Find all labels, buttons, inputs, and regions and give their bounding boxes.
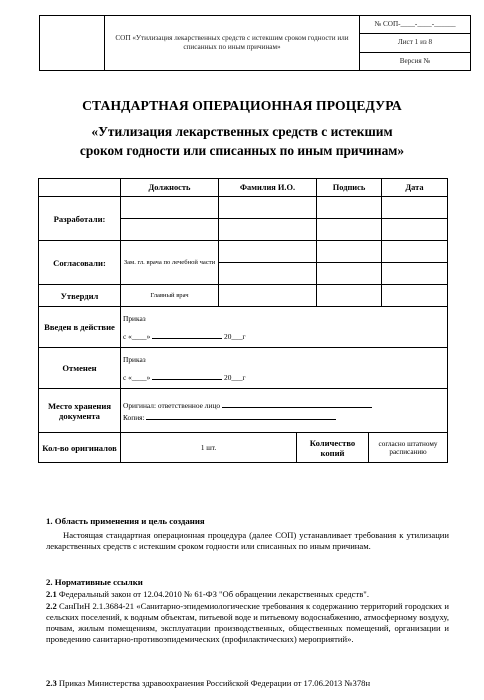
header-sop-number: № СОП-____-____-______ bbox=[360, 16, 471, 34]
page-subtitle-line2: сроком годности или списанных по иным причинам» bbox=[79, 143, 405, 158]
cell-developed-name-1[interactable] bbox=[219, 197, 317, 219]
section-2-2-number: 2.2 bbox=[46, 601, 57, 611]
cell-agreed-signature-2[interactable] bbox=[317, 263, 382, 285]
cell-approved-name[interactable] bbox=[219, 285, 317, 307]
row-label-agreed: Согласовали: bbox=[39, 241, 121, 285]
section-2-2 bbox=[46, 601, 449, 645]
cancelled-date-month-line[interactable] bbox=[152, 371, 222, 380]
cell-agreed-signature-1[interactable] bbox=[317, 241, 382, 263]
section-1-text: Настоящая стандартная операционная процедура (далее СОП) устанавливает требования к утилизации лекарственных средств с истекшим сроком годности или списанных по иным причинам. bbox=[46, 530, 449, 551]
row-label-cancelled: Отменен bbox=[39, 348, 121, 389]
cell-developed-name-2[interactable] bbox=[219, 219, 317, 241]
cell-agreed-date-2[interactable] bbox=[382, 263, 448, 285]
cell-developed-date-2[interactable] bbox=[382, 219, 448, 241]
cell-approved-position: Главный врач bbox=[121, 285, 219, 307]
section-2-title: 2. Нормативные ссылки bbox=[46, 577, 143, 587]
storage-original-label: Оригинал: ответственное лицо bbox=[123, 400, 221, 410]
cancelled-order-label: Приказ bbox=[123, 354, 146, 364]
header-sheet: Лист 1 из 8 bbox=[360, 34, 471, 52]
header-cell-position: Должность bbox=[121, 179, 219, 197]
cell-originals-count: 1 шт. bbox=[121, 433, 297, 463]
cell-enacted[interactable] bbox=[121, 307, 448, 348]
section-2-3-text: Приказ Министерства здравоохранения Российской Федерации от 17.06.2013 №378н bbox=[56, 678, 371, 688]
page-title: СТАНДАРТНАЯ ОПЕРАЦИОННАЯ ПРОЦЕДУРА bbox=[82, 98, 402, 113]
cell-cancelled[interactable] bbox=[121, 348, 448, 389]
section-2-1 bbox=[46, 589, 449, 600]
enacted-order-label: Приказ bbox=[123, 313, 146, 323]
section-2-3-number: 2.3 bbox=[46, 678, 57, 688]
section-2-3 bbox=[46, 678, 449, 689]
enacted-date-prefix: с «____» bbox=[123, 331, 151, 341]
cell-developed-position-1[interactable] bbox=[121, 197, 219, 219]
section-2-1-number: 2.1 bbox=[46, 589, 57, 599]
section-1-title: 1. Область применения и цель создания bbox=[46, 516, 205, 526]
section-2-2-text: СанПиН 2.1.3684-21 «Санитарно-эпидемиологические требования к содержанию территорий городских и сельских поселений, к водным объектам, питьевой воде и питьевому водоснабжению, атмосферному воздуху, почвам, жилым помещениям, эксплуатации производственных, общественных помещений, организации и проведению санитарно-противоэпидемических (профилактических) мероприятий». bbox=[46, 601, 449, 644]
header-version: Версия № bbox=[360, 52, 471, 70]
row-label-storage: Место хранения документа bbox=[39, 389, 121, 433]
cell-agreed-date-1[interactable] bbox=[382, 241, 448, 263]
cell-developed-date-1[interactable] bbox=[382, 197, 448, 219]
row-label-enacted: Введен в действие bbox=[39, 307, 121, 348]
row-label-developed: Разработали: bbox=[39, 197, 121, 241]
cell-agreed-name-2[interactable] bbox=[219, 263, 317, 285]
cell-copies-count-label: Количество копий bbox=[297, 433, 369, 463]
header-cell-signature: Подпись bbox=[317, 179, 382, 197]
header-cell-name: Фамилия И.О. bbox=[219, 179, 317, 197]
cell-agreed-name-1[interactable] bbox=[219, 241, 317, 263]
cell-agreed-position: Зам. гл. врача по лечебной части bbox=[121, 241, 219, 285]
header-cell-date: Дата bbox=[382, 179, 448, 197]
cancelled-date-prefix: с «____» bbox=[123, 372, 151, 382]
section-2-1-text: Федеральный закон от 12.04.2010 № 61-ФЗ "Об обращении лекарственных средств". bbox=[56, 589, 369, 599]
cell-developed-signature-1[interactable] bbox=[317, 197, 382, 219]
header-doc-name: СОП «Утилизация лекарственных средств с истекшим сроком годности или списанных по иным причинам» bbox=[105, 16, 360, 71]
row-label-originals-count: Кол-во оригиналов bbox=[39, 433, 121, 463]
cell-developed-position-2[interactable] bbox=[121, 219, 219, 241]
logo-placeholder bbox=[40, 16, 105, 71]
cell-approved-signature[interactable] bbox=[317, 285, 382, 307]
cell-copies-count-value: согласно штатному расписанию bbox=[369, 433, 448, 463]
enacted-date-year: 20___г bbox=[224, 331, 246, 341]
cancelled-date-year: 20___г bbox=[224, 372, 246, 382]
page-subtitle-line1: «Утилизация лекарственных средств с истекшим bbox=[91, 124, 393, 139]
enacted-date-month-line[interactable] bbox=[152, 330, 222, 339]
storage-copy-line[interactable] bbox=[146, 411, 336, 420]
header-cell-empty bbox=[39, 179, 121, 197]
storage-original-line[interactable] bbox=[222, 399, 372, 408]
document-header bbox=[39, 15, 471, 71]
cell-approved-date[interactable] bbox=[382, 285, 448, 307]
cell-developed-signature-2[interactable] bbox=[317, 219, 382, 241]
row-label-approved: Утвердил bbox=[39, 285, 121, 307]
storage-copy-label: Копия: bbox=[123, 412, 145, 422]
cell-storage[interactable] bbox=[121, 389, 448, 433]
approval-table bbox=[38, 178, 448, 463]
